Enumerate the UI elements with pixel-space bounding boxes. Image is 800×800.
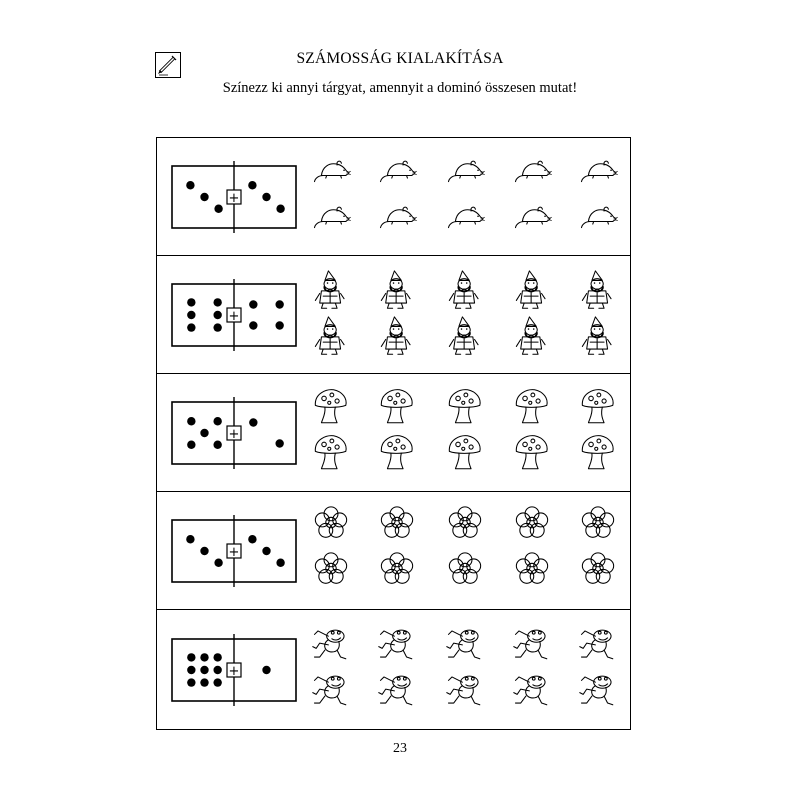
domino-pip — [200, 678, 208, 686]
page-title: SZÁMOSSÁG KIALAKÍTÁSA — [296, 50, 504, 67]
exercise-grid — [156, 137, 631, 730]
mouse-icon[interactable] — [308, 152, 354, 192]
frog-icon[interactable] — [509, 624, 555, 664]
domino-card — [171, 638, 297, 702]
mushroom-icon[interactable] — [374, 388, 420, 428]
mouse-icon[interactable] — [509, 198, 555, 238]
domino-pip — [213, 441, 221, 449]
mushroom-icon[interactable] — [575, 434, 621, 474]
domino-pip — [213, 678, 221, 686]
frog-icon[interactable] — [509, 670, 555, 710]
domino-pip — [213, 666, 221, 674]
dwarf-icon[interactable] — [308, 270, 354, 310]
domino-card — [171, 519, 297, 583]
flower-icon[interactable] — [442, 552, 488, 592]
mouse-icon[interactable] — [575, 152, 621, 192]
domino-pip — [213, 323, 221, 331]
domino-pip — [213, 298, 221, 306]
domino-pip — [262, 193, 270, 201]
domino-pip — [214, 559, 222, 567]
domino-pip — [213, 311, 221, 319]
exercise-row-frog — [157, 609, 630, 728]
dwarf-icon[interactable] — [308, 316, 354, 356]
frog-icon[interactable] — [374, 670, 420, 710]
instruction-text: Színezz ki annyi tárgyat, amennyit a dominó összesen mutat! — [222, 80, 578, 96]
frog-icon[interactable] — [575, 670, 621, 710]
plus-symbol: + — [228, 309, 240, 324]
domino-pip — [186, 535, 194, 543]
mushroom-icon[interactable] — [509, 434, 555, 474]
flower-icon[interactable] — [374, 552, 420, 592]
mouse-icon[interactable] — [575, 198, 621, 238]
mouse-icon[interactable] — [374, 152, 420, 192]
domino-pip — [275, 439, 283, 447]
domino-pip — [200, 193, 208, 201]
mouse-icon[interactable] — [509, 152, 555, 192]
frog-icon[interactable] — [442, 670, 488, 710]
domino-pip — [249, 418, 257, 426]
mouse-icon[interactable] — [308, 198, 354, 238]
frog-icon[interactable] — [575, 624, 621, 664]
domino-pip — [276, 205, 284, 213]
domino-pip — [187, 298, 195, 306]
frog-icon[interactable] — [308, 624, 354, 664]
mushroom-icon[interactable] — [308, 434, 354, 474]
domino-pip — [200, 547, 208, 555]
domino-pip — [187, 666, 195, 674]
mushroom-icon[interactable] — [509, 388, 555, 428]
mushroom-icon[interactable] — [442, 388, 488, 428]
domino-card — [171, 401, 297, 465]
frog-icon[interactable] — [374, 624, 420, 664]
mushroom-icon[interactable] — [374, 434, 420, 474]
plus-symbol: + — [228, 664, 240, 679]
domino-pip — [200, 653, 208, 661]
domino-pip — [248, 535, 256, 543]
plus-symbol: + — [228, 191, 240, 206]
mushroom-icon[interactable] — [442, 434, 488, 474]
mouse-icon[interactable] — [442, 152, 488, 192]
domino-pip — [248, 181, 256, 189]
domino-pip — [200, 666, 208, 674]
dwarf-icon[interactable] — [442, 316, 488, 356]
frog-icon[interactable] — [442, 624, 488, 664]
domino-card — [171, 165, 297, 229]
page-number: 23 — [393, 741, 407, 756]
dwarf-icon[interactable] — [442, 270, 488, 310]
dwarf-icon[interactable] — [575, 316, 621, 356]
flower-icon[interactable] — [509, 506, 555, 546]
plus-symbol: + — [228, 427, 240, 442]
domino-pip — [262, 547, 270, 555]
plus-symbol: + — [228, 545, 240, 560]
flower-icon[interactable] — [308, 552, 354, 592]
frog-icon[interactable] — [308, 670, 354, 710]
domino-pip — [213, 653, 221, 661]
domino-pip — [275, 321, 283, 329]
domino-card — [171, 283, 297, 347]
mouse-icon[interactable] — [374, 198, 420, 238]
domino-pip — [275, 300, 283, 308]
dwarf-icon[interactable] — [575, 270, 621, 310]
domino-pip — [262, 666, 270, 674]
domino-pip — [187, 441, 195, 449]
flower-icon[interactable] — [442, 506, 488, 546]
domino-pip — [187, 678, 195, 686]
flower-icon[interactable] — [575, 506, 621, 546]
exercise-row-flower — [157, 491, 630, 609]
mushroom-icon[interactable] — [308, 388, 354, 428]
domino-pip — [187, 417, 195, 425]
domino-pip — [249, 300, 257, 308]
mushroom-icon[interactable] — [575, 388, 621, 428]
mouse-icon[interactable] — [442, 198, 488, 238]
domino-pip — [187, 323, 195, 331]
flower-icon[interactable] — [374, 506, 420, 546]
domino-pip — [187, 311, 195, 319]
exercise-row-dwarf — [157, 255, 630, 373]
exercise-row-mushroom — [157, 373, 630, 491]
flower-icon[interactable] — [575, 552, 621, 592]
exercise-row-mouse — [157, 138, 630, 255]
domino-pip — [187, 653, 195, 661]
dwarf-icon[interactable] — [509, 270, 555, 310]
domino-pip — [214, 205, 222, 213]
domino-pip — [213, 417, 221, 425]
domino-pip — [249, 321, 257, 329]
dwarf-icon[interactable] — [374, 270, 420, 310]
dwarf-icon[interactable] — [509, 316, 555, 356]
flower-icon[interactable] — [509, 552, 555, 592]
flower-icon[interactable] — [308, 506, 354, 546]
domino-pip — [200, 429, 208, 437]
domino-pip — [186, 181, 194, 189]
domino-pip — [276, 559, 284, 567]
dwarf-icon[interactable] — [374, 316, 420, 356]
